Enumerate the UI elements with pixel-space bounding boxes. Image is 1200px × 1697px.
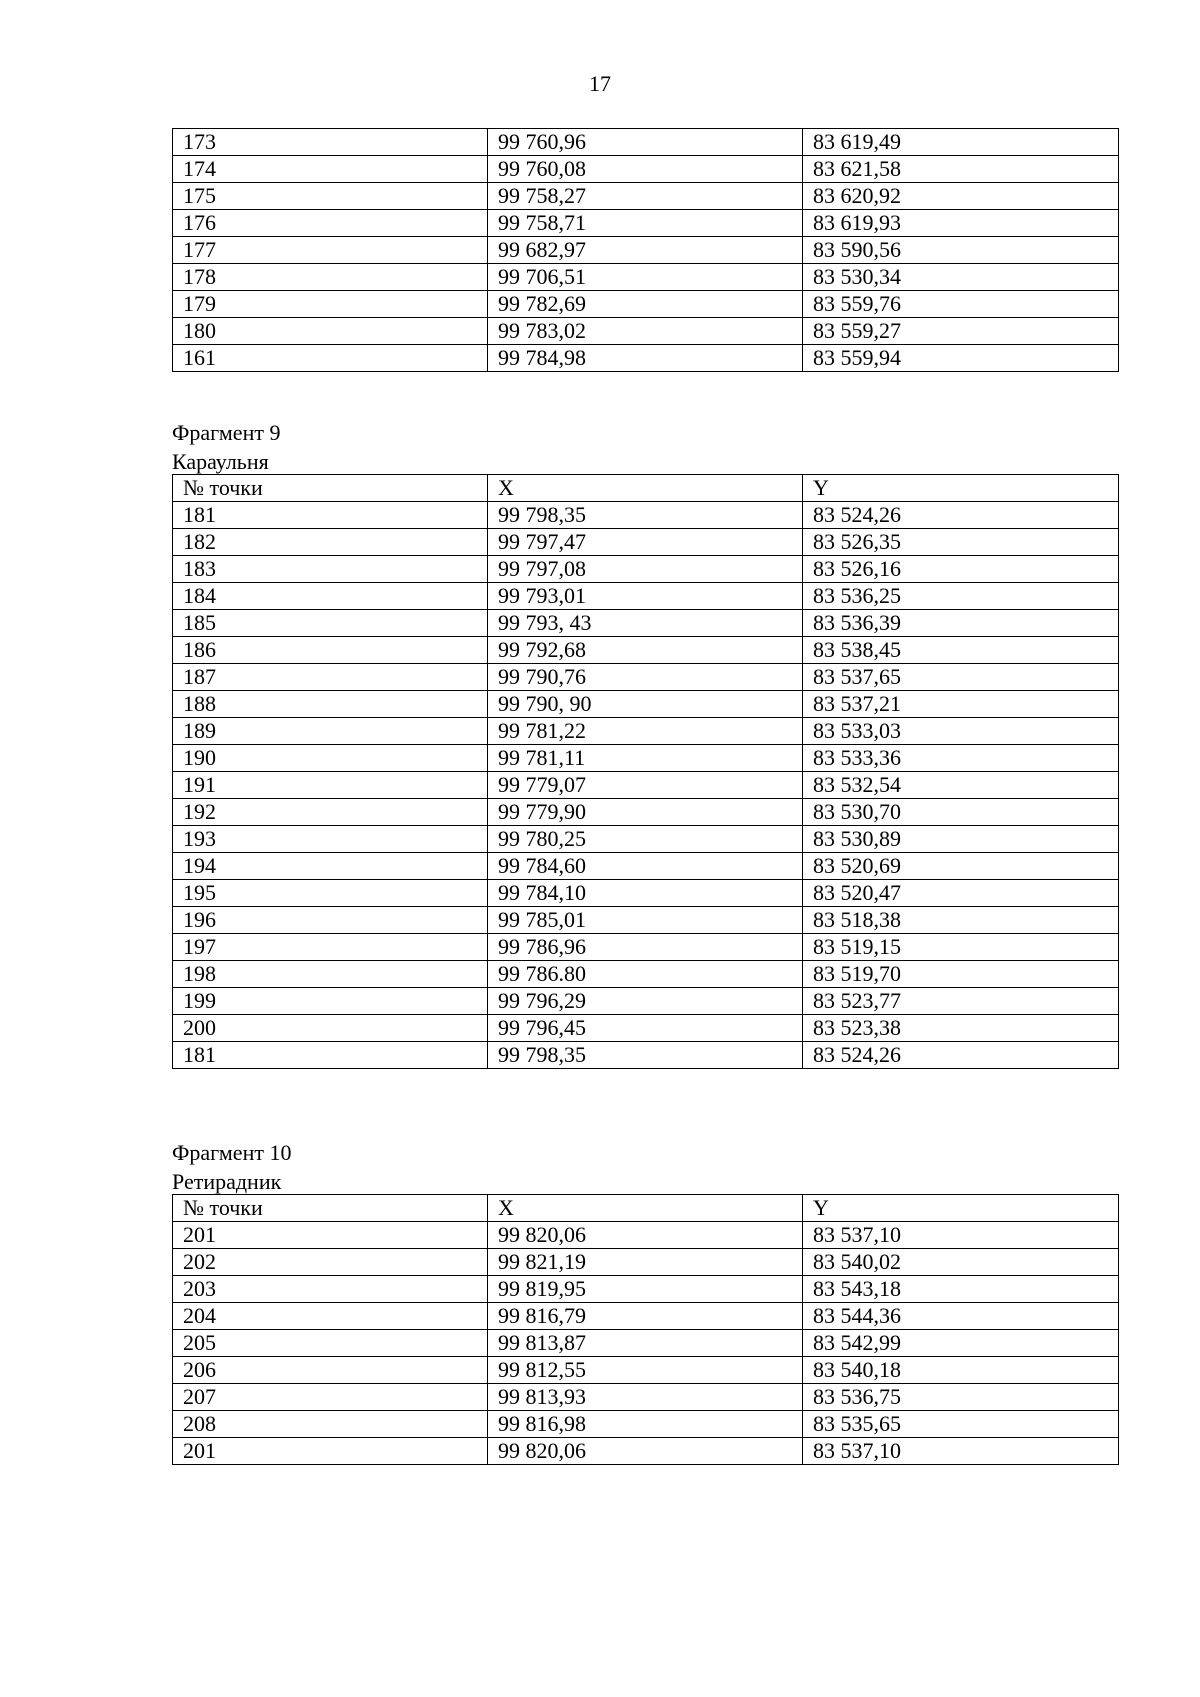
y-coordinate-cell: 83 533,03	[803, 718, 1119, 745]
x-coordinate-cell: 99 797,47	[488, 529, 803, 556]
x-coordinate-cell: 99 813,93	[488, 1384, 803, 1411]
y-coordinate-cell: 83 536,25	[803, 583, 1119, 610]
y-coordinate-cell: 83 536,39	[803, 610, 1119, 637]
fragment-title: Фрагмент 10	[172, 1140, 292, 1165]
x-coordinate-cell: 99 779,07	[488, 772, 803, 799]
point-number-cell: 206	[173, 1357, 488, 1384]
table-row	[173, 318, 1119, 345]
point-number-cell: 207	[173, 1384, 488, 1411]
x-coordinate-cell: 99 781,22	[488, 718, 803, 745]
table-row	[173, 988, 1119, 1015]
table-row	[173, 691, 1119, 718]
point-number-cell: 179	[173, 291, 488, 318]
x-coordinate-cell: 99 758,27	[488, 183, 803, 210]
y-coordinate-cell: 83 533,36	[803, 745, 1119, 772]
table-header-row	[173, 1195, 1119, 1222]
table-row	[173, 745, 1119, 772]
y-coordinate-cell: 83 543,18	[803, 1276, 1119, 1303]
table-row	[173, 1222, 1119, 1249]
y-coordinate-cell: 83 559,27	[803, 318, 1119, 345]
x-coordinate-cell: 99 816,79	[488, 1303, 803, 1330]
y-coordinate-cell: 83 537,65	[803, 664, 1119, 691]
table-row	[173, 934, 1119, 961]
table-row	[173, 1249, 1119, 1276]
x-coordinate-cell: 99 779,90	[488, 799, 803, 826]
point-number-cell: 187	[173, 664, 488, 691]
x-coordinate-cell: 99 706,51	[488, 264, 803, 291]
x-coordinate-cell: 99 785,01	[488, 907, 803, 934]
fragment-title: Фрагмент 9	[172, 420, 281, 445]
fragment-9-heading	[172, 418, 280, 476]
table-row	[173, 1276, 1119, 1303]
point-number-cell: 186	[173, 637, 488, 664]
table-header-row	[173, 475, 1119, 502]
point-number-cell: 177	[173, 237, 488, 264]
y-coordinate-cell: 83 526,35	[803, 529, 1119, 556]
point-number-cell: 174	[173, 156, 488, 183]
table-row	[173, 210, 1119, 237]
point-number-cell: 178	[173, 264, 488, 291]
y-coordinate-cell: 83 524,26	[803, 502, 1119, 529]
point-number-cell: 161	[173, 345, 488, 372]
point-number-cell: 197	[173, 934, 488, 961]
y-coordinate-cell: 83 520,47	[803, 880, 1119, 907]
x-coordinate-cell: 99 786.80	[488, 961, 803, 988]
y-coordinate-cell: 83 538,45	[803, 637, 1119, 664]
y-coordinate-cell: 83 537,21	[803, 691, 1119, 718]
y-coordinate-cell: 83 590,56	[803, 237, 1119, 264]
point-number-cell: 202	[173, 1249, 488, 1276]
table-row	[173, 556, 1119, 583]
y-coordinate-cell: 83 540,18	[803, 1357, 1119, 1384]
table-row	[173, 610, 1119, 637]
point-number-cell: 181	[173, 1042, 488, 1069]
y-coordinate-cell: 83 619,93	[803, 210, 1119, 237]
y-header: Y	[803, 1195, 1119, 1222]
y-coordinate-cell: 83 621,58	[803, 156, 1119, 183]
y-coordinate-cell: 83 535,65	[803, 1411, 1119, 1438]
page-number: 17	[589, 71, 611, 96]
table-row	[173, 961, 1119, 988]
table-row	[173, 853, 1119, 880]
table-row	[173, 583, 1119, 610]
x-coordinate-cell: 99 820,06	[488, 1438, 803, 1465]
y-coordinate-cell: 83 530,34	[803, 264, 1119, 291]
y-coordinate-cell: 83 537,10	[803, 1222, 1119, 1249]
x-header: X	[488, 475, 803, 502]
y-coordinate-cell: 83 559,94	[803, 345, 1119, 372]
y-coordinate-cell: 83 540,02	[803, 1249, 1119, 1276]
table-row	[173, 291, 1119, 318]
y-coordinate-cell: 83 519,70	[803, 961, 1119, 988]
point-number-cell: 201	[173, 1222, 488, 1249]
table-row	[173, 907, 1119, 934]
point-number-cell: 189	[173, 718, 488, 745]
fragment-9-coordinates-table	[172, 474, 1119, 1069]
y-coordinate-cell: 83 544,36	[803, 1303, 1119, 1330]
x-coordinate-cell: 99 790, 90	[488, 691, 803, 718]
y-coordinate-cell: 83 524,26	[803, 1042, 1119, 1069]
point-number-cell: 183	[173, 556, 488, 583]
fragment-10-heading	[172, 1138, 291, 1196]
table-row	[173, 1330, 1119, 1357]
y-coordinate-cell: 83 530,70	[803, 799, 1119, 826]
fragment-name: Караульня	[172, 449, 269, 474]
point-number-cell: 200	[173, 1015, 488, 1042]
table-row	[173, 502, 1119, 529]
x-coordinate-cell: 99 792,68	[488, 637, 803, 664]
x-coordinate-cell: 99 783,02	[488, 318, 803, 345]
table-row	[173, 772, 1119, 799]
table-row	[173, 718, 1119, 745]
point-number-cell: 184	[173, 583, 488, 610]
x-coordinate-cell: 99 812,55	[488, 1357, 803, 1384]
x-coordinate-cell: 99 784,98	[488, 345, 803, 372]
point-number-cell: 194	[173, 853, 488, 880]
x-coordinate-cell: 99 798,35	[488, 1042, 803, 1069]
x-coordinate-cell: 99 793, 43	[488, 610, 803, 637]
table-row	[173, 1303, 1119, 1330]
x-coordinate-cell: 99 760,08	[488, 156, 803, 183]
point-number-cell: 185	[173, 610, 488, 637]
x-coordinate-cell: 99 821,19	[488, 1249, 803, 1276]
point-number-cell: 198	[173, 961, 488, 988]
x-coordinate-cell: 99 797,08	[488, 556, 803, 583]
y-coordinate-cell: 83 530,89	[803, 826, 1119, 853]
point-number-cell: 181	[173, 502, 488, 529]
y-coordinate-cell: 83 519,15	[803, 934, 1119, 961]
table-row	[173, 237, 1119, 264]
table-row	[173, 345, 1119, 372]
table-row	[173, 799, 1119, 826]
x-coordinate-cell: 99 682,97	[488, 237, 803, 264]
point-number-cell: 180	[173, 318, 488, 345]
coordinates-table-continued	[172, 128, 1119, 372]
table-row	[173, 156, 1119, 183]
table-row	[173, 1042, 1119, 1069]
y-coordinate-cell: 83 523,38	[803, 1015, 1119, 1042]
y-coordinate-cell: 83 518,38	[803, 907, 1119, 934]
point-number-cell: 188	[173, 691, 488, 718]
fragment-10-coordinates-table	[172, 1194, 1119, 1465]
y-coordinate-cell: 83 537,10	[803, 1438, 1119, 1465]
x-coordinate-cell: 99 782,69	[488, 291, 803, 318]
fragment-name: Ретирадник	[172, 1169, 282, 1194]
x-coordinate-cell: 99 819,95	[488, 1276, 803, 1303]
y-coordinate-cell: 83 536,75	[803, 1384, 1119, 1411]
y-coordinate-cell: 83 526,16	[803, 556, 1119, 583]
x-header: X	[488, 1195, 803, 1222]
table-row	[173, 1357, 1119, 1384]
point-number-cell: 201	[173, 1438, 488, 1465]
table-row	[173, 664, 1119, 691]
y-coordinate-cell: 83 523,77	[803, 988, 1119, 1015]
y-coordinate-cell: 83 532,54	[803, 772, 1119, 799]
x-coordinate-cell: 99 781,11	[488, 745, 803, 772]
table-row	[173, 1438, 1119, 1465]
x-coordinate-cell: 99 758,71	[488, 210, 803, 237]
table-row	[173, 129, 1119, 156]
y-coordinate-cell: 83 619,49	[803, 129, 1119, 156]
x-coordinate-cell: 99 784,60	[488, 853, 803, 880]
y-coordinate-cell: 83 520,69	[803, 853, 1119, 880]
table-row	[173, 1384, 1119, 1411]
point-number-cell: 182	[173, 529, 488, 556]
x-coordinate-cell: 99 798,35	[488, 502, 803, 529]
point-number-cell: 205	[173, 1330, 488, 1357]
point-number-header: № точки	[173, 475, 488, 502]
point-number-cell: 190	[173, 745, 488, 772]
point-number-cell: 175	[173, 183, 488, 210]
x-coordinate-cell: 99 796,45	[488, 1015, 803, 1042]
table-row	[173, 637, 1119, 664]
y-header: Y	[803, 475, 1119, 502]
point-number-cell: 173	[173, 129, 488, 156]
point-number-cell: 204	[173, 1303, 488, 1330]
y-coordinate-cell: 83 559,76	[803, 291, 1119, 318]
x-coordinate-cell: 99 780,25	[488, 826, 803, 853]
x-coordinate-cell: 99 786,96	[488, 934, 803, 961]
point-number-cell: 193	[173, 826, 488, 853]
y-coordinate-cell: 83 620,92	[803, 183, 1119, 210]
point-number-cell: 203	[173, 1276, 488, 1303]
point-number-cell: 199	[173, 988, 488, 1015]
table-row	[173, 264, 1119, 291]
x-coordinate-cell: 99 760,96	[488, 129, 803, 156]
point-number-cell: 208	[173, 1411, 488, 1438]
point-number-cell: 191	[173, 772, 488, 799]
x-coordinate-cell: 99 813,87	[488, 1330, 803, 1357]
x-coordinate-cell: 99 793,01	[488, 583, 803, 610]
point-number-cell: 176	[173, 210, 488, 237]
table-row	[173, 1411, 1119, 1438]
table-row	[173, 183, 1119, 210]
point-number-header: № точки	[173, 1195, 488, 1222]
x-coordinate-cell: 99 816,98	[488, 1411, 803, 1438]
x-coordinate-cell: 99 820,06	[488, 1222, 803, 1249]
table-row	[173, 529, 1119, 556]
x-coordinate-cell: 99 790,76	[488, 664, 803, 691]
x-coordinate-cell: 99 784,10	[488, 880, 803, 907]
point-number-cell: 195	[173, 880, 488, 907]
y-coordinate-cell: 83 542,99	[803, 1330, 1119, 1357]
point-number-cell: 192	[173, 799, 488, 826]
x-coordinate-cell: 99 796,29	[488, 988, 803, 1015]
table-row	[173, 826, 1119, 853]
point-number-cell: 196	[173, 907, 488, 934]
table-row	[173, 1015, 1119, 1042]
table-row	[173, 880, 1119, 907]
